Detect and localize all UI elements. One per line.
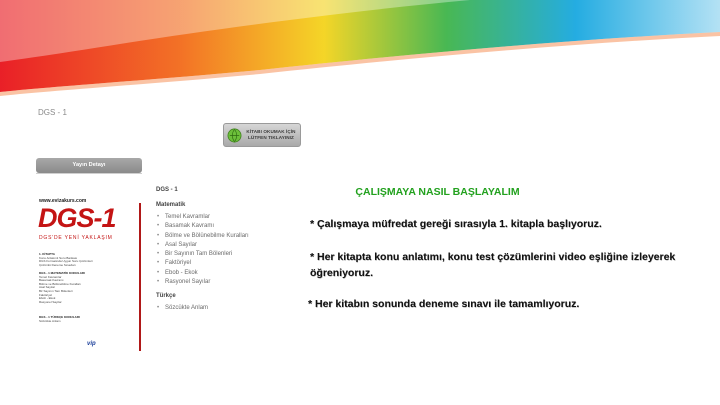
read-book-label [242, 129, 300, 142]
section-heading: Matematik [156, 202, 186, 208]
book-cover [37, 195, 143, 351]
cover-block-1: 1. KİTAPTA Konu Anlatımlı Soru Bankası DGS Formatında Uygun Soru Çözümleri Çözümlü Deneme Sınavları [39, 252, 93, 267]
topic-item: • Faktöriyel [165, 259, 249, 268]
topic-item: • Ebob - Ekok [165, 269, 249, 278]
main-title: ÇALIŞMAYA NASIL BAŞLAYALIM [355, 186, 520, 198]
cover-slogan: DGS'DE YENİ YAKLAŞIM [39, 235, 113, 241]
topic-item: • Sözcükte Anlam [165, 304, 249, 313]
cover-block-3: DGS - 1 TÜRKÇE KONULARI Sözcükte Anlam [39, 315, 80, 323]
rainbow-swoosh [0, 0, 720, 110]
tab-divider [36, 173, 142, 174]
read-book-line1: KİTABI OKUMAK İÇİN [246, 128, 296, 134]
breadcrumb: DGS - 1 [38, 108, 67, 117]
globe-icon [227, 128, 242, 143]
topic-item: • Temel Kavramlar [165, 213, 249, 222]
cover-url: www.evizakurs.com [39, 198, 87, 204]
contents-title: DGS - 1 [156, 187, 178, 193]
instruction-note-2: * Her kitapta konu anlatımı, konu test çözümlerini video eşliğine izleyerek öğreniyoruz. [310, 251, 676, 279]
topic-list [156, 304, 249, 313]
tab-publication-detail[interactable]: Yayın Detayı [36, 158, 142, 173]
read-book-button[interactable] [223, 123, 301, 147]
cover-brand: DGS-1 [38, 203, 116, 233]
topic-item: • Bölme ve Bölünebilme Kuralları [165, 232, 249, 241]
topic-item: • Asal Sayılar [165, 241, 249, 250]
topic-item: • Rasyonel Sayılar [165, 278, 249, 287]
topic-item: • Bir Sayının Tam Bölenleri [165, 250, 249, 259]
cover-spine [139, 203, 141, 351]
topic-list [156, 213, 249, 287]
cover-block-2: DGS - 1 MATEMATİK KONULARI Temel Kavramlar Basamak Kavramı Bölme ve Bölünebilme Kuralları Asal Sayılar Bir Sayının Tam Bölenleri Faktöriyel Ebob - Ekok Rasyonel Sayılar [39, 271, 85, 304]
publisher-logo: vip [87, 341, 96, 347]
section-heading: Türkçe [156, 293, 176, 300]
instruction-note-3: * Her kitabın sonunda deneme sınavı ile tamamlıyoruz. [308, 298, 580, 310]
topic-item: • Basamak Kavramı [165, 222, 249, 231]
read-book-line2: LÜTFEN TIKLAYINIZ [248, 135, 294, 140]
book-contents [156, 187, 249, 320]
instruction-note-1: * Çalışmaya müfredat gereği sırasıyla 1. kitapla başlıyoruz. [310, 218, 602, 230]
